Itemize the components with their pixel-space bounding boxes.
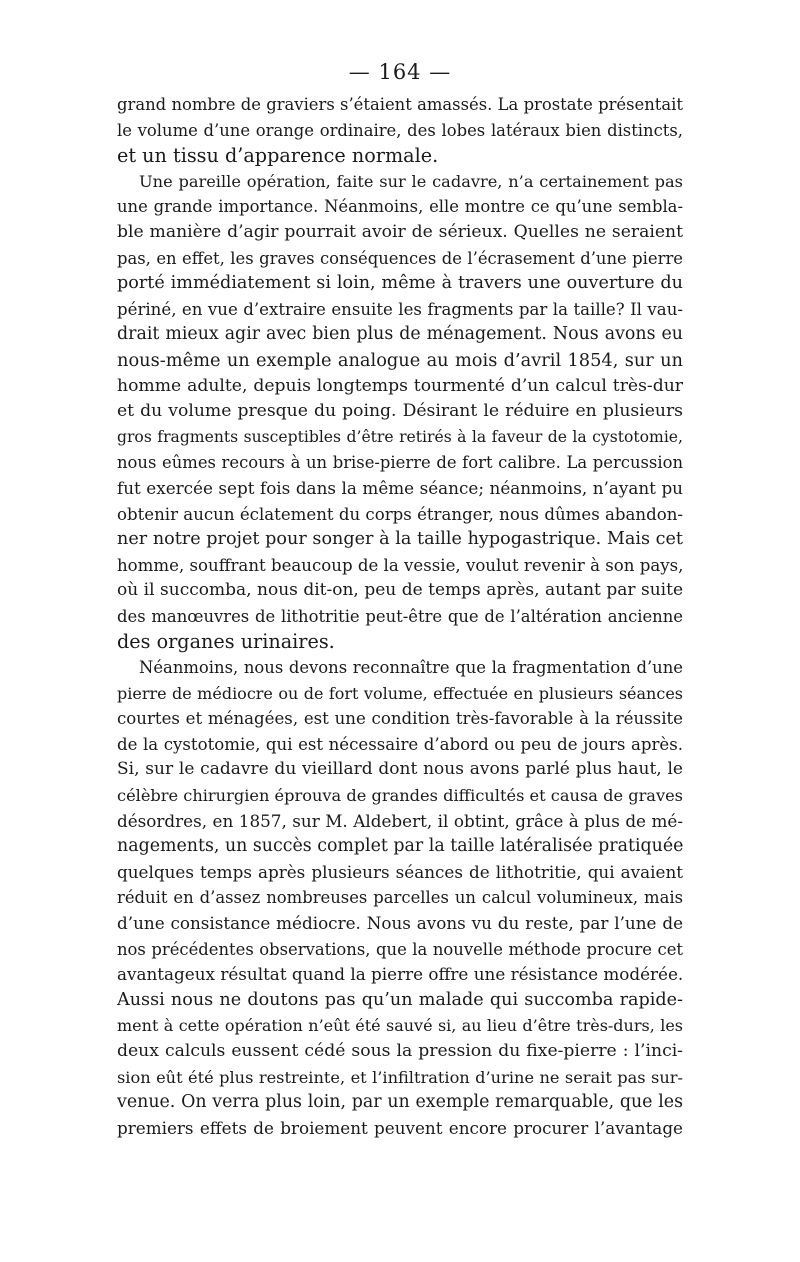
text-line: venue. On verra plus loin, par un exemple remarquable, que les — [117, 1092, 683, 1113]
text-line: sion eût été plus restreinte, et l’infiltration d’urine ne serait pas sur- — [117, 1067, 683, 1087]
text-line: nous-même un exemple analogue au mois d’avril 1854, sur un — [117, 349, 683, 371]
text-line: avantageux résultat quand la pierre offre une résistance modérée. — [117, 964, 684, 985]
text-line: nos précédentes observations, que la nouvelle méthode procure cet — [117, 939, 683, 959]
text-line: pas, en effet, les graves conséquences de l’écrasement d’une pierre — [117, 248, 683, 268]
text-line: pierre de médiocre ou de fort volume, effectuée en plusieurs séances — [117, 683, 683, 703]
text-line: courtes et ménagées, est une condition très-favorable à la réussite — [117, 709, 683, 729]
text-line: périné, en vue d’extraire ensuite les fragments par la taille? Il vau- — [117, 299, 683, 319]
text-line: ble manière d’agir pourrait avoir de sérieux. Quelles ne seraient — [117, 221, 683, 242]
text-line: Une pareille opération, faite sur le cadavre, n’a certainement pas — [139, 171, 683, 191]
text-line: ner notre projet pour songer à la taille hypogastrique. Mais cet — [117, 529, 683, 550]
text-line: drait mieux agir avec bien plus de ménagement. Nous avons eu — [117, 324, 683, 345]
text-line: des manœuvres de lithotritie peut-être que de l’altération ancienne — [117, 606, 683, 626]
text-line: réduit en d’assez nombreuses parcelles un calcul volumineux, mais — [117, 888, 683, 908]
text-line: grand nombre de graviers s’étaient amassés. La prostate présentait — [117, 95, 683, 114]
text-line: célèbre chirurgien éprouva de grandes difficultés et causa de graves — [117, 786, 683, 806]
text-line: ment à cette opération n’eût été sauvé si, au lieu d’être très-durs, les — [117, 1016, 683, 1036]
text-line: nagements, un succès complet par la taille latéralisée pratiquée — [117, 836, 684, 857]
text-line: homme, souffrant beaucoup de la vessie, voulut revenir à son pays, — [117, 555, 684, 575]
text-line: premiers effets de broiement peuvent encore procurer l’avantage — [117, 1117, 683, 1138]
text-line: le volume d’une orange ordinaire, des lobes latéraux bien distincts, — [117, 120, 683, 140]
text-line: quelques temps après plusieurs séances de lithotritie, qui avaient — [117, 861, 683, 882]
text-line: de la cystotomie, qui est nécessaire d’abord ou peu de jours après. — [117, 734, 683, 754]
text-line: désordres, en 1857, sur M. Aldebert, il obtint, grâce à plus de mé- — [117, 810, 683, 831]
text-line: fut exercée sept fois dans la même séance; néanmoins, n’ayant pu — [117, 477, 683, 498]
text-line: porté immédiatement si loin, même à travers une ouverture du — [117, 273, 683, 294]
page-number: — 164 — — [348, 60, 452, 84]
body-text — [117, 92, 683, 1141]
text-line: obtenir aucun éclatement du corps étranger, nous dûmes abandon- — [117, 504, 683, 524]
text-line: où il succomba, nous dit-on, peu de temps après, autant par suite — [117, 580, 683, 601]
text-line: nous eûmes recours à un brise-pierre de fort calibre. La percussion — [117, 453, 683, 473]
text-line: une grande importance. Néanmoins, elle montre ce qu’une sembla- — [117, 197, 683, 217]
text-line: Si, sur le cadavre du vieillard dont nous avons parlé plus haut, le — [117, 759, 683, 780]
text-line: et du volume presque du poing. Désirant le réduire en plusieurs — [117, 401, 683, 422]
text-line: et un tissu d’apparence normale. — [117, 144, 439, 168]
text-line: Néanmoins, nous devons reconnaître que la fragmentation d’une — [139, 658, 683, 678]
text-line: gros fragments susceptibles d’être retirés à la faveur de la cystotomie, — [117, 427, 683, 446]
text-line: Aussi nous ne doutons pas qu’un malade qui succomba rapide- — [117, 989, 683, 1010]
text-line: homme adulte, depuis longtemps tourmenté d’un calcul très-dur — [117, 375, 683, 396]
text-line: deux calculs eussent cédé sous la pression du fixe-pierre : l’inci- — [117, 1040, 683, 1061]
text-line: des organes urinaires. — [117, 630, 335, 654]
text-line: d’une consistance médiocre. Nous avons vu du reste, par l’une de — [117, 913, 683, 933]
